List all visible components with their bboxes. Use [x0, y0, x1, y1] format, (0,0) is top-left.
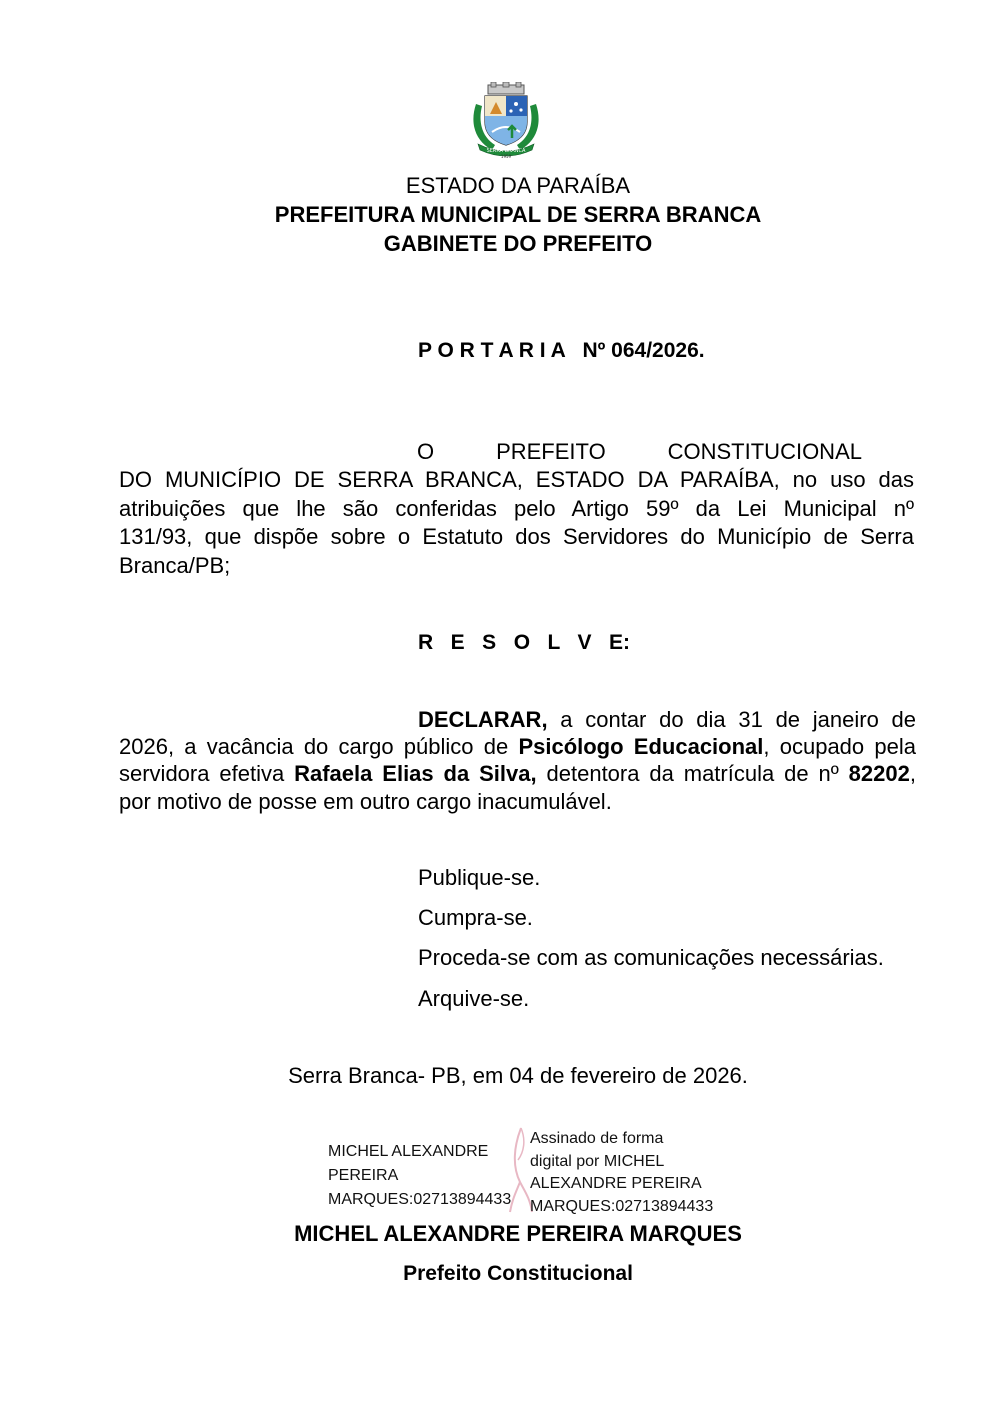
office-heading: GABINETE DO PREFEITO [383, 231, 653, 256]
digital-signature-signer: MICHEL ALEXANDRE PEREIRA MARQUES:02713894433 [328, 1143, 512, 1208]
declaration-role: Psicólogo Educacional [518, 734, 764, 760]
prefecture-heading: PREFEITURA MUNICIPAL DE SERRA BRANCA [274, 202, 762, 227]
signatory-title: Prefeito Constitucional [403, 1262, 633, 1285]
crest-year: 1959 [500, 154, 512, 158]
coat-of-arms-icon [468, 82, 544, 158]
declaration-paragraph [119, 706, 916, 815]
closing-comply: Cumpra-se. [418, 905, 533, 930]
resolve-heading: R E S O L V E: [418, 631, 630, 654]
closing-archive: Arquive-se. [418, 986, 530, 1011]
declaration-line: DECLARAR, a contar do dia 31 de janeiro de [418, 707, 916, 732]
preamble-line: DO MUNICÍPIO DE SERRA BRANCA, ESTADO DA PARAÍBA, no uso das [119, 467, 914, 493]
signatory-name: MICHEL ALEXANDRE PEREIRA MARQUES [294, 1221, 742, 1246]
preamble-word: PREFEITO [496, 439, 606, 464]
declaration-line: 2026, a vacância do cargo público de Psicólogo Educacional, ocupado pela [119, 734, 916, 760]
closing-communicate: Proceda-se com as comunicações necessárias. [418, 945, 884, 970]
digital-signature-info: Assinado de forma digital por MICHEL ALEXANDRE PEREIRA MARQUES:02713894433 [530, 1130, 714, 1215]
ordinance-number: P O R T A R I A Nº 064/2026. [418, 339, 705, 362]
declaration-verb: DECLARAR, [418, 707, 548, 732]
declaration-line: servidora efetiva Rafaela Elias da Silva, detentora da matrícula de nº 82202, [119, 761, 916, 787]
preamble-word: CONSTITUCIONAL [667, 439, 862, 464]
preamble-line: atribuições que lhe são conferidas pelo Artigo 59º da Lei Municipal nº [119, 495, 914, 521]
preamble-word: O [417, 439, 435, 464]
state-heading: ESTADO DA PARAÍBA [405, 173, 631, 198]
crest-motto: SERRA BRANCA [486, 148, 526, 154]
closing-publish: Publique-se. [418, 865, 541, 890]
document-date: Serra Branca- PB, em 04 de fevereiro de 2026. [288, 1063, 748, 1088]
declaration-line: por motivo de posse em outro cargo inacumulável. [119, 788, 612, 814]
preamble-line: 131/93, que dispõe sobre o Estatuto dos Servidores do Município de Serra [119, 524, 914, 550]
declaration-registration: 82202 [848, 761, 910, 787]
preamble-paragraph [119, 438, 914, 580]
declaration-servant: Rafaela Elias da Silva, [294, 761, 537, 787]
municipal-coat-of-arms [468, 82, 544, 158]
preamble-line: Branca/PB; [119, 552, 231, 578]
preamble-first-line [119, 438, 914, 466]
